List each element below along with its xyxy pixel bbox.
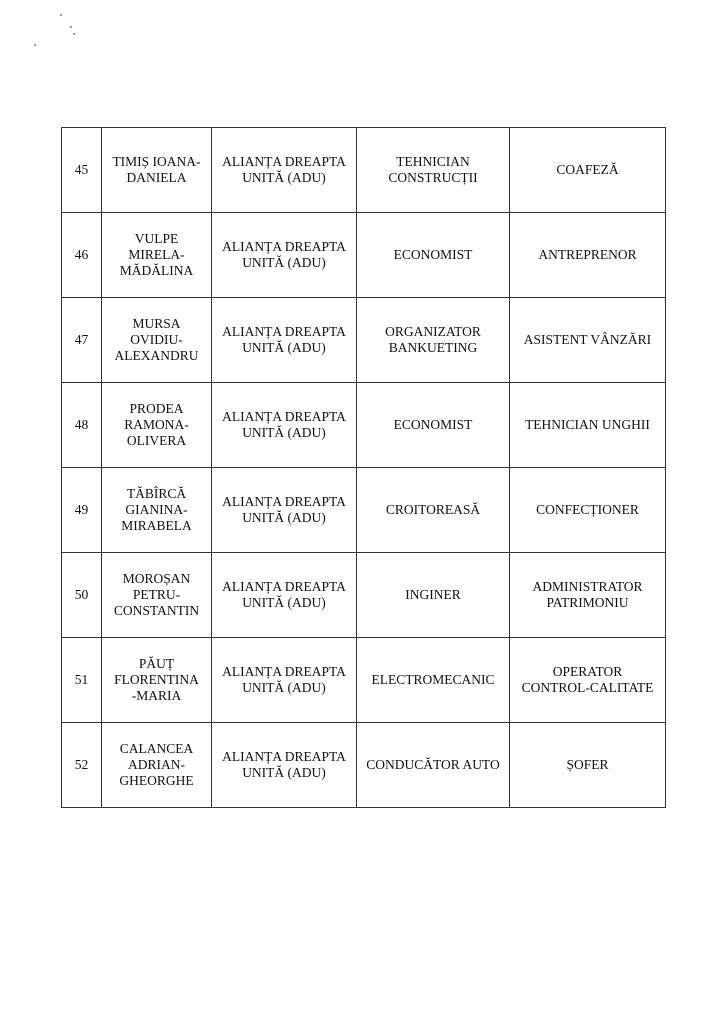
- candidate-profession: ECONOMIST: [357, 213, 510, 298]
- table-row: [62, 723, 666, 808]
- table-row: [62, 468, 666, 553]
- candidate-name: TIMIȘ IOANA- DANIELA: [102, 128, 212, 213]
- candidate-party: ALIANȚA DREAPTA UNITĂ (ADU): [212, 723, 357, 808]
- candidate-profession: ELECTROMECANIC: [357, 638, 510, 723]
- candidate-name: PRODEA RAMONA- OLIVERA: [102, 383, 212, 468]
- candidate-number: 47: [62, 298, 102, 383]
- candidate-profession: CONDUCĂTOR AUTO: [357, 723, 510, 808]
- candidates-table: [61, 127, 666, 808]
- candidate-name: TĂBÎRCĂ GIANINA- MIRABELA: [102, 468, 212, 553]
- candidate-occupation: ADMINISTRATOR PATRIMONIU: [510, 553, 666, 638]
- scan-speck: [60, 14, 62, 16]
- candidate-name: VULPE MIRELA- MĂDĂLINA: [102, 213, 212, 298]
- table-row: [62, 128, 666, 213]
- candidate-name: MOROȘAN PETRU- CONSTANTIN: [102, 553, 212, 638]
- candidate-number: 45: [62, 128, 102, 213]
- scan-speck: [70, 26, 72, 28]
- table-row: [62, 213, 666, 298]
- candidate-number: 49: [62, 468, 102, 553]
- table-row: [62, 383, 666, 468]
- scan-speck: [73, 33, 75, 35]
- candidate-occupation: OPERATOR CONTROL-CALITATE: [510, 638, 666, 723]
- candidate-occupation: CONFECȚIONER: [510, 468, 666, 553]
- candidate-occupation: ȘOFER: [510, 723, 666, 808]
- candidate-party: ALIANȚA DREAPTA UNITĂ (ADU): [212, 213, 357, 298]
- table-row: [62, 553, 666, 638]
- candidate-occupation: COAFEZĂ: [510, 128, 666, 213]
- candidate-party: ALIANȚA DREAPTA UNITĂ (ADU): [212, 468, 357, 553]
- candidate-number: 50: [62, 553, 102, 638]
- candidate-occupation: TEHNICIAN UNGHII: [510, 383, 666, 468]
- candidate-occupation: ANTREPRENOR: [510, 213, 666, 298]
- candidate-party: ALIANȚA DREAPTA UNITĂ (ADU): [212, 553, 357, 638]
- candidate-party: ALIANȚA DREAPTA UNITĂ (ADU): [212, 298, 357, 383]
- candidate-name: PĂUȚ FLORENTINA -MARIA: [102, 638, 212, 723]
- candidate-name: CALANCEA ADRIAN- GHEORGHE: [102, 723, 212, 808]
- candidate-number: 52: [62, 723, 102, 808]
- candidate-profession: CROITOREASĂ: [357, 468, 510, 553]
- table-row: [62, 638, 666, 723]
- candidate-party: ALIANȚA DREAPTA UNITĂ (ADU): [212, 128, 357, 213]
- candidate-number: 46: [62, 213, 102, 298]
- candidate-profession: ECONOMIST: [357, 383, 510, 468]
- candidate-name: MURSA OVIDIU- ALEXANDRU: [102, 298, 212, 383]
- candidate-number: 51: [62, 638, 102, 723]
- candidate-profession: TEHNICIAN CONSTRUCȚII: [357, 128, 510, 213]
- candidate-profession: ORGANIZATOR BANKUETING: [357, 298, 510, 383]
- candidate-party: ALIANȚA DREAPTA UNITĂ (ADU): [212, 638, 357, 723]
- candidate-profession: INGINER: [357, 553, 510, 638]
- candidate-party: ALIANȚA DREAPTA UNITĂ (ADU): [212, 383, 357, 468]
- table-row: [62, 298, 666, 383]
- candidate-number: 48: [62, 383, 102, 468]
- scan-speck: [34, 44, 36, 46]
- candidate-occupation: ASISTENT VÂNZĂRI: [510, 298, 666, 383]
